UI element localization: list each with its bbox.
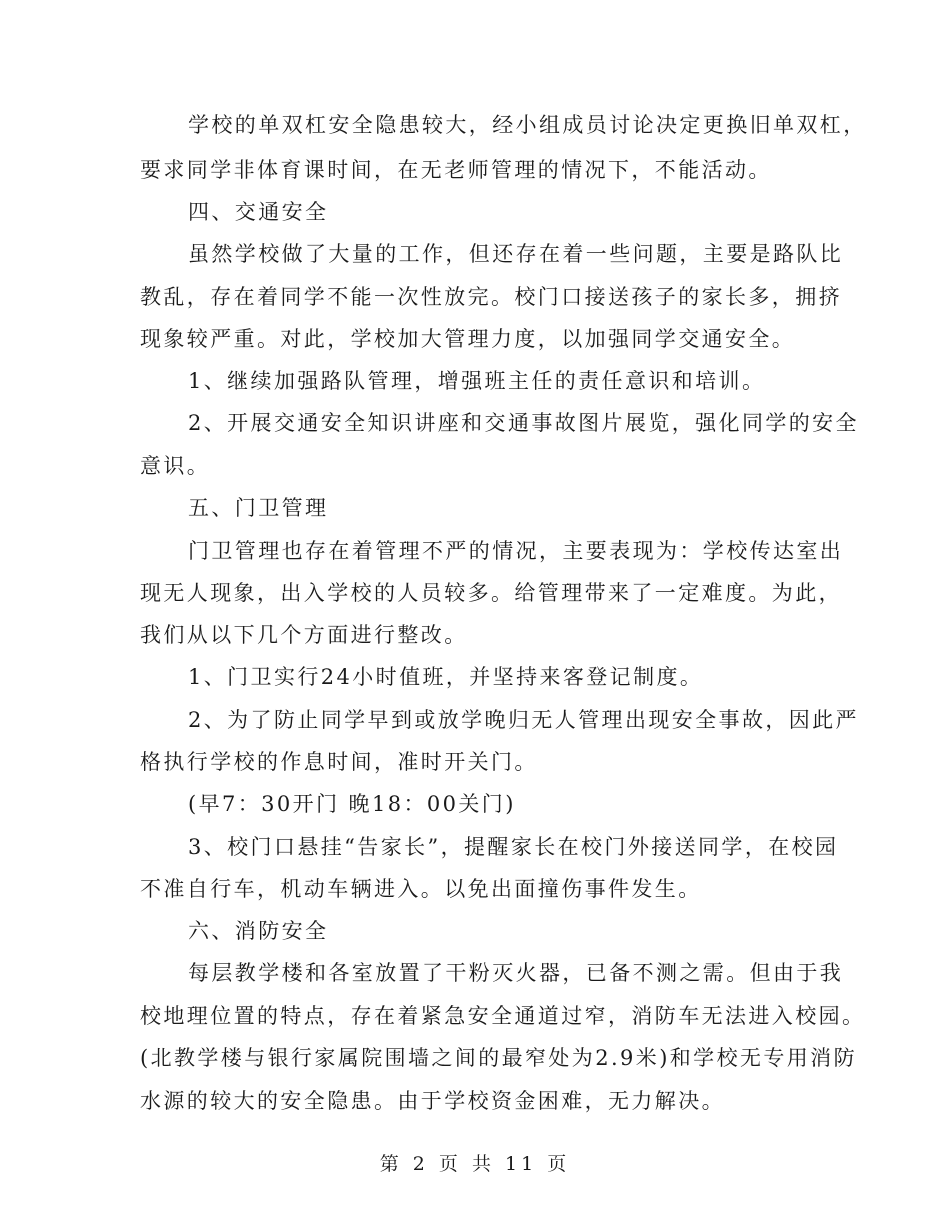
paragraph-line: 要求同学非体育课时间，在无老师管理的情况下，不能活动。 bbox=[140, 158, 772, 182]
paragraph-line: (北教学楼与银行家属院围墙之间的最窄处为2.9米)和学校无专用消防 bbox=[140, 1046, 857, 1070]
list-item: 2、开展交通安全知识讲座和交通事故图片展览，强化同学的安全 bbox=[188, 411, 859, 435]
paragraph-line: 水源的较大的安全隐患。由于学校资金困难，无力解决。 bbox=[140, 1089, 725, 1113]
paragraph-line: 虽然学校做了大量的工作，但还存在着一些问题，主要是路队比 bbox=[188, 242, 844, 266]
list-item: 1、门卫实行24小时值班，并坚持来客登记制度。 bbox=[188, 665, 704, 689]
paragraph-line: 我们从以下几个方面进行整改。 bbox=[140, 623, 468, 647]
paragraph-line: 不准自行车，机动车辆进入。以免出面撞伤事件发生。 bbox=[140, 877, 702, 901]
section-heading: 五、门卫管理 bbox=[188, 496, 329, 520]
paragraph-line: 现象较严重。对此，学校加大管理力度，以加强同学交通安全。 bbox=[140, 327, 796, 351]
section-heading: 六、消防安全 bbox=[188, 919, 329, 943]
page-number-footer: 第 2 页 共 11 页 bbox=[379, 1153, 571, 1175]
list-item: 2、为了防止同学早到或放学晚归无人管理出现安全事故，因此严 bbox=[188, 708, 859, 732]
paragraph-line: 教乱，存在着同学不能一次性放完。校门口接送孩子的家长多，拥挤 bbox=[140, 285, 842, 309]
paragraph-line: (早7：30开门 晚18：00关门) bbox=[188, 792, 516, 816]
paragraph-line: 校地理位置的特点，存在着紧急安全通道过窄，消防车无法进入校园。 bbox=[140, 1004, 866, 1028]
paragraph-line: 每层教学楼和各室放置了干粉灭火器，已备不测之需。但由于我 bbox=[188, 961, 844, 985]
section-heading: 四、交通安全 bbox=[188, 200, 329, 224]
paragraph-line: 现无人现象，出入学校的人员较多。给管理带来了一定难度。为此， bbox=[140, 581, 842, 605]
list-item: 3、校门口悬挂“告家长”，提醒家长在校门外接送同学，在校园 bbox=[188, 835, 839, 859]
paragraph-line: 格执行学校的作息时间，准时开关门。 bbox=[140, 750, 538, 774]
paragraph-line: 意识。 bbox=[140, 454, 211, 478]
paragraph-line: 门卫管理也存在着管理不严的情况，主要表现为：学校传达室出 bbox=[188, 539, 844, 563]
list-item: 1、继续加强路队管理，增强班主任的责任意识和培训。 bbox=[188, 369, 766, 393]
paragraph-line: 学校的单双杠安全隐患较大，经小组成员讨论决定更换旧单双杠， bbox=[188, 113, 867, 137]
